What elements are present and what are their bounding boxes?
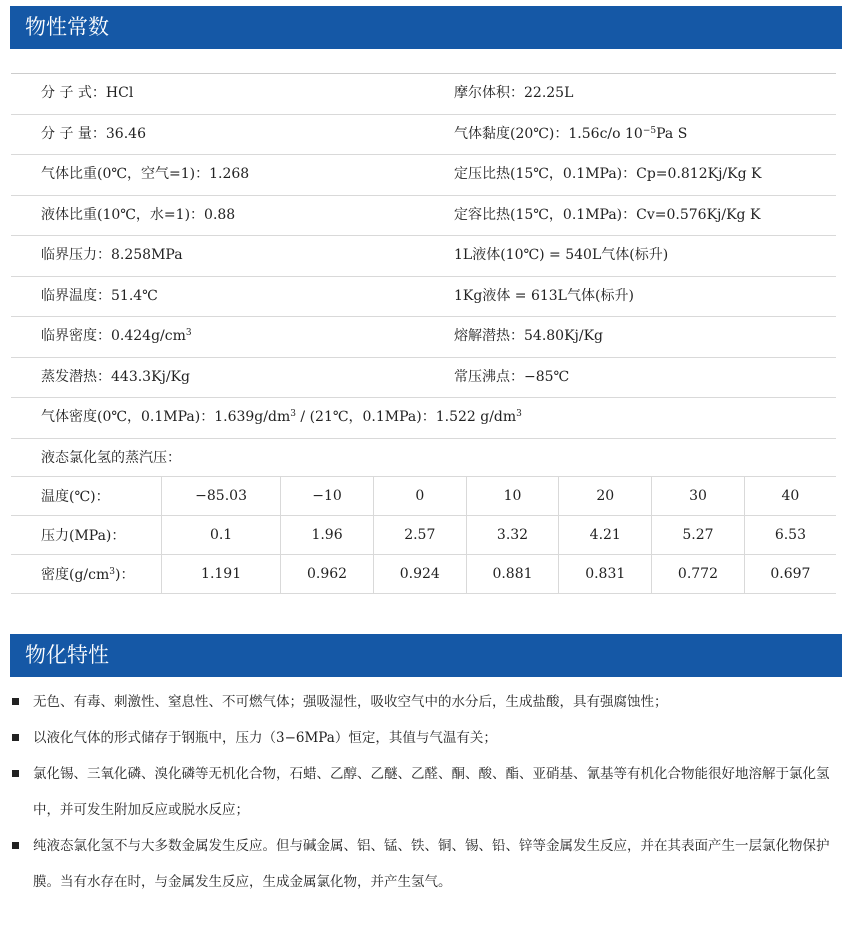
row-label-density: 密度$(g/cm^3)$：	[11, 555, 162, 594]
list-item-text: 氯化锡、三氧化磷、溴化磷等无机化合物，石蜡、乙醇、乙醚、乙醛、酮、酸、酯、亚硝基、氰基等有机化合物能很好地溶解于氯化氢中，并可发生附加反应或脱水反应；	[33, 766, 830, 818]
table-cell: 0.772	[652, 555, 745, 594]
table-cell: 0.697	[744, 555, 836, 594]
table-cell: 20	[559, 477, 652, 516]
table-cell: 0.962	[281, 555, 374, 594]
property-row	[11, 73, 836, 114]
table-cell: 30	[652, 477, 745, 516]
list-item	[12, 828, 844, 900]
square-bullet-icon	[12, 770, 19, 777]
square-bullet-icon	[12, 734, 19, 741]
vapor-pressure-caption: 液态氯化氢的蒸汽压：	[41, 449, 181, 466]
section-header-chemical-properties	[10, 634, 842, 677]
list-item-text: 纯液态氯化氢不与大多数金属发生反应。但与碱金属、铝、锰、铁、铜、锡、铅、锌等金属发生反应，并在其表面产生一层氯化物保护膜。当有水存在时，与金属发生反应，生成金属氯化物，并产生氢气。	[33, 838, 830, 890]
table-cell: 10	[466, 477, 559, 516]
property-gas-density: 气体密度(0℃，0.1MPa)：$1.639g/dm^3$ / (21℃，0.1MPa)：1.522 $g/dm^3$	[41, 409, 522, 425]
table-cell: 3.32	[466, 516, 559, 555]
property-row	[11, 438, 836, 479]
list-item-text: 以液化气体的形式储存于钢瓶中，压力（3−6MPa）恒定，其值与气温有关；	[33, 730, 497, 746]
table-cell: 4.21	[559, 516, 652, 555]
property-gas-viscosity: 气体黏度(20℃)：1.56c/o $10^{-5}Pa$ S	[454, 125, 688, 142]
property-row	[11, 316, 836, 357]
table-row-temperature	[11, 477, 836, 516]
table-cell: 1.191	[162, 555, 281, 594]
property-row	[11, 276, 836, 317]
property-row	[11, 235, 836, 276]
property-latent-heat-vaporization: 蒸发潜热：443.3Kj/Kg	[41, 368, 191, 385]
chemical-properties-list	[12, 684, 844, 900]
square-bullet-icon	[12, 698, 19, 705]
property-critical-pressure: 临界压力：8.258MPa	[41, 247, 183, 263]
table-cell: 0.1	[162, 516, 281, 555]
table-row-density	[11, 555, 836, 594]
property-boiling-point: 常压沸点：−85℃	[454, 368, 570, 385]
property-molecular-weight: 分 子 量：36.46	[41, 125, 146, 142]
table-cell: 1.96	[281, 516, 374, 555]
property-molecular-formula: 分 子 式：HCl	[41, 85, 134, 101]
property-row	[11, 357, 836, 398]
table-cell: 2.57	[373, 516, 466, 555]
row-label-pressure: 压力(MPa)：	[11, 516, 162, 555]
property-latent-heat-fusion: 熔解潜热：54.80Kj/Kg	[454, 328, 604, 344]
property-row	[11, 397, 836, 438]
table-cell: −10	[281, 477, 374, 516]
property-molar-volume: 摩尔体积：22.25L	[454, 85, 574, 101]
property-liquid-gas-ratio-l: 1L液体(10℃) = 540L气体(标升)	[454, 247, 669, 263]
physical-constants-table	[11, 73, 836, 478]
list-item-text: 无色、有毒、刺激性、窒息性、不可燃气体；强吸湿性，吸收空气中的水分后，生成盐酸，具有强腐蚀性；	[33, 694, 668, 710]
property-liquid-gas-ratio-kg: 1Kg液体 = 613L气体(标升)	[454, 287, 634, 304]
list-item	[12, 756, 844, 828]
table-cell: 0.831	[559, 555, 652, 594]
property-row	[11, 154, 836, 195]
property-critical-density: 临界密度：$0.424g/cm^3$	[41, 328, 192, 344]
property-gas-specific-gravity: 气体比重(0℃，空气=1)：1.268	[41, 166, 250, 182]
property-cp: 定压比热(15℃，0.1MPa)：Cp=0.812Kj/Kg K	[454, 166, 762, 182]
square-bullet-icon	[12, 842, 19, 849]
row-label-temperature: 温度(℃)：	[11, 477, 162, 516]
table-cell: 6.53	[744, 516, 836, 555]
property-critical-temperature: 临界温度：51.4℃	[41, 287, 158, 304]
table-row-pressure	[11, 516, 836, 555]
table-cell: −85.03	[162, 477, 281, 516]
vapor-pressure-table	[11, 476, 836, 594]
list-item	[12, 684, 844, 720]
property-row	[11, 114, 836, 155]
property-liquid-specific-gravity: 液体比重(10℃，水=1)：0.88	[41, 206, 236, 223]
section-title: 物化特性	[25, 643, 109, 667]
table-cell: 0.881	[466, 555, 559, 594]
list-item	[12, 720, 844, 756]
table-cell: 40	[744, 477, 836, 516]
table-cell: 5.27	[652, 516, 745, 555]
property-cv: 定容比热(15℃，0.1MPa)：Cv=0.576Kj/Kg K	[454, 206, 761, 223]
table-cell: 0.924	[373, 555, 466, 594]
table-cell: 0	[373, 477, 466, 516]
property-row	[11, 195, 836, 236]
section-header-physical-constants	[10, 6, 842, 49]
section-title: 物性常数	[25, 15, 109, 39]
